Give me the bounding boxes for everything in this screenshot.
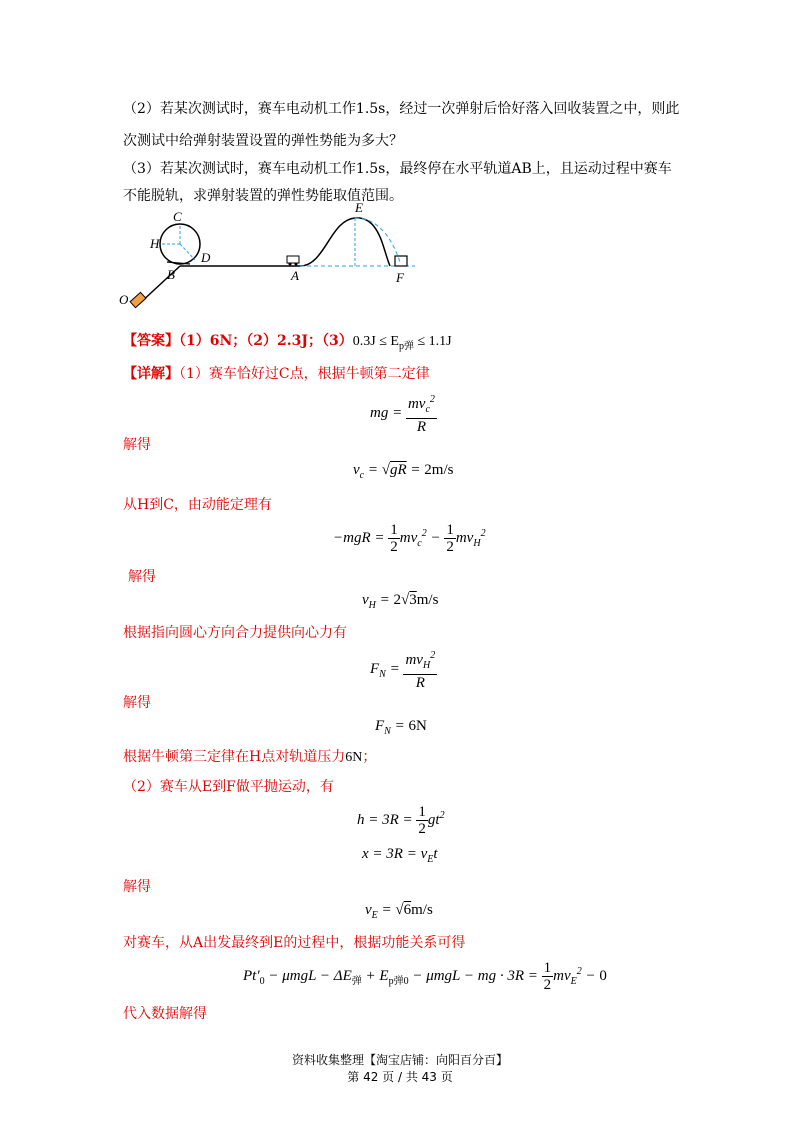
equation-9: $v_E = √6m/s$ bbox=[365, 902, 433, 921]
equation-2: $v_c = √gR = 2m/s$ bbox=[353, 462, 454, 481]
detail-intro: 【详解】（1）赛车恰好过C点，根据牛顿第二定律 bbox=[123, 366, 430, 382]
label-d: D bbox=[201, 250, 211, 265]
equation-7: h = 3R = $\frac{1}{2}$ $gt^2$ bbox=[357, 804, 445, 837]
jiede-4: 解得 bbox=[123, 879, 151, 895]
label-h: H bbox=[150, 236, 160, 251]
question-3-line-1: （3）若某次测试时，赛车电动机工作1.5s，最终停在水平轨道AB上，且运动过程中赛车 bbox=[123, 161, 672, 177]
label-o: O bbox=[119, 292, 129, 307]
equation-1: mg = $\frac{mv_c^2}{R}$ bbox=[370, 394, 435, 435]
part-2-intro: （2）赛车从E到F做平抛运动，有 bbox=[123, 779, 334, 795]
footer-source: 资料收集整理【淘宝店铺：向阳百分百】 bbox=[291, 1053, 508, 1067]
answer-tag: 【答案】 bbox=[123, 333, 179, 349]
jiede-1: 解得 bbox=[123, 437, 151, 453]
question-3-line-2: 不能脱轨，求弹射装置的弹性势能取值范围。 bbox=[123, 188, 403, 204]
answer-range: $0.3J \le E_{p弹} \le 1.1J$ bbox=[352, 334, 452, 352]
label-f: F bbox=[396, 270, 404, 285]
jiede-3: 解得 bbox=[123, 695, 151, 711]
label-a: A bbox=[291, 268, 299, 283]
question-2-line-1: （2）若某次测试时，赛车电动机工作1.5s，经过一次弹射后恰好落入回收装置之中，则此 bbox=[123, 101, 680, 117]
label-c: C bbox=[173, 209, 182, 224]
answer-part-3: （3） bbox=[322, 333, 353, 349]
third-law: 根据牛顿第三定律在H点对轨道压力6N； bbox=[123, 749, 377, 765]
energy-relation: 对赛车，从A出发最终到E的过程中，根据功能关系可得 bbox=[123, 935, 466, 951]
answer-part-1: （1）6N； bbox=[179, 333, 247, 349]
equation-5: $F_N$ = $\frac{mv_H^2}{R}$ bbox=[370, 650, 436, 691]
jiede-2: 解得 bbox=[128, 569, 156, 585]
footer-page-number: 第 42 页 / 共 43 页 bbox=[347, 1070, 453, 1084]
question-2-line-2: 次测试中给弹射装置设置的弹性势能为多大？ bbox=[123, 133, 403, 149]
answer-line bbox=[123, 330, 452, 352]
centripetal-text: 根据指向圆心方向合力提供向心力有 bbox=[123, 625, 347, 641]
substitute: 代入数据解得 bbox=[123, 1006, 207, 1022]
label-b: B bbox=[167, 267, 175, 282]
equation-6: $F_N = 6N$ bbox=[375, 718, 427, 737]
detail-tag: 【详解】 bbox=[123, 366, 179, 382]
equation-8: $x = 3R = v_Et$ bbox=[362, 846, 438, 865]
track-diagram bbox=[115, 200, 435, 320]
equation-3: −mgR = $\frac{1}{2}$ $mv_c^2$ − $\frac{1}{2}$ $mv_H^2$ bbox=[333, 522, 486, 555]
equation-4: $v_H = 2√3m/s$ bbox=[362, 592, 439, 611]
label-e: E bbox=[355, 200, 363, 215]
from-h-to-c: 从H到C，由动能定理有 bbox=[123, 497, 272, 513]
answer-part-2: （2）2.3J； bbox=[246, 333, 323, 349]
equation-10: $Pt'_0 - \mu mgL - \Delta E_弹 + E_{p弹0} - \mu mgL$ − mg · 3R = $\frac{1}{2}$ $mv_E^2 - 0$ bbox=[243, 960, 607, 993]
